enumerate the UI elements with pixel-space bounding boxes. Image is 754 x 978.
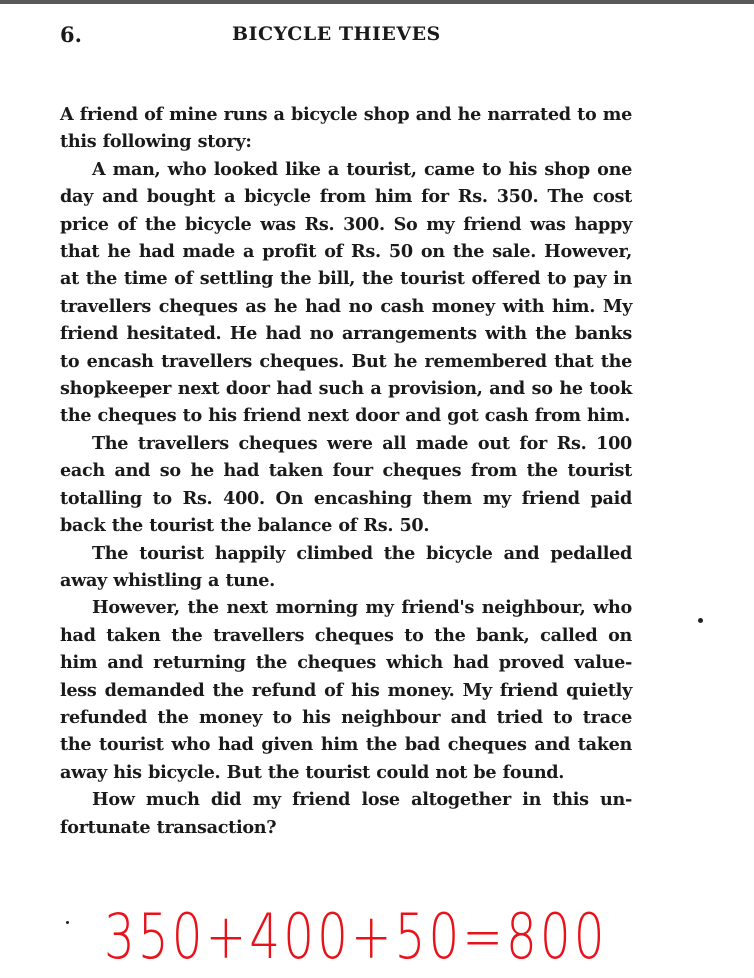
ink-speck xyxy=(698,618,703,623)
paragraph-2: A man, who looked like a tourist, came to his shop one day and bought a bicycle from him for Rs. 350. The cost price of the bicycle was Rs. 300. So my friend was happy that he had made a profit of Rs. 50 on the sale. However, at the time of settling the bill, the tourist offered to pay in travellers cheques as he had no cash money with him. My friend hesitated. He had no arrangements with the banks to encash travellers cheques. But he remembered that the shopkeeper next door had such a provision, and so he took the cheques to his friend next door and got cash from him. xyxy=(60,158,632,427)
handwritten-answer-text: 350+400+50=800 xyxy=(104,900,608,973)
handwritten-answer xyxy=(60,890,754,973)
paragraph-6: How much did my friend lose altogether in this un-fortunate transaction? xyxy=(60,789,632,838)
paragraph-4: The tourist happily climbed the bicycle and pedalled away whistling a tune. xyxy=(60,542,632,591)
paragraph-3: The travellers cheques were all made out for Rs. 100 each and so he had taken four cheques from the tourist totalling to Rs. 400. On encashing them my friend paid back the tourist the balance of Rs. 50. xyxy=(60,432,632,537)
story-text xyxy=(60,101,632,841)
top-border xyxy=(0,0,754,4)
page-header xyxy=(60,20,640,50)
paragraph-5: However, the next morning my friend's neighbour, who had taken the travellers cheques to the bank, called on him and returning the cheques which had proved value-less demanded the refund of his money. My friend quietly refunded the money to his neighbour and tried to trace the tourist who had given him the bad cheques and taken away his bicycle. But the tourist could not be found. xyxy=(60,597,632,783)
paragraph-1: A friend of mine runs a bicycle shop and he narrated to me this following story: xyxy=(60,104,632,153)
page-number: 6. xyxy=(60,22,82,47)
page-title: BICYCLE THIEVES xyxy=(232,23,441,45)
